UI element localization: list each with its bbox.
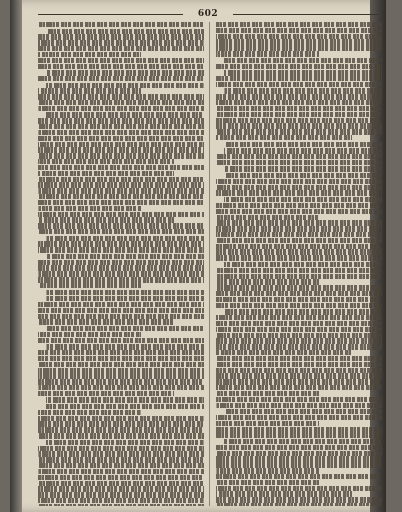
- text-line: [38, 421, 204, 426]
- text-line: [38, 106, 204, 111]
- text-line: [46, 112, 204, 117]
- text-line: [216, 303, 382, 308]
- text-line: [216, 215, 319, 220]
- text-line: [38, 457, 204, 462]
- text-line: [216, 474, 382, 479]
- text-line: [216, 226, 382, 231]
- text-line: [38, 350, 204, 355]
- text-columns: [38, 22, 382, 506]
- text-line: [38, 241, 204, 246]
- column-divider: [209, 22, 210, 506]
- text-line: [216, 391, 319, 396]
- text-line: [38, 118, 204, 123]
- text-line: [216, 344, 382, 349]
- text-line: [38, 427, 204, 432]
- text-line: [216, 468, 319, 473]
- text-line: [38, 481, 204, 486]
- text-line: [216, 327, 382, 332]
- text-line: [38, 463, 204, 468]
- text-line: [216, 106, 382, 111]
- text-line: [38, 194, 204, 199]
- text-line: [216, 338, 382, 343]
- text-line: [216, 118, 382, 123]
- text-line: [216, 22, 382, 27]
- text-line: [38, 142, 204, 147]
- text-line: [216, 356, 382, 361]
- text-line: [216, 185, 382, 190]
- page-header: [38, 8, 378, 20]
- text-line: [216, 385, 382, 390]
- text-line: [216, 249, 382, 254]
- text-line: [216, 209, 382, 214]
- text-line: [216, 154, 382, 159]
- text-line: [216, 368, 382, 373]
- text-line: [216, 397, 382, 402]
- text-line: [216, 255, 382, 260]
- text-line: [216, 491, 352, 496]
- text-line: [216, 45, 382, 50]
- text-line: [224, 439, 382, 444]
- text-line: [224, 148, 382, 153]
- text-line: [38, 88, 141, 93]
- text-line: [46, 83, 204, 88]
- text-line: [38, 433, 204, 438]
- text-line: [216, 135, 352, 140]
- text-line: [38, 338, 204, 343]
- text-line: [216, 123, 382, 128]
- text-line: [216, 203, 382, 208]
- text-line: [216, 100, 382, 105]
- text-line: [224, 58, 382, 63]
- text-line: [216, 232, 382, 237]
- text-line: [216, 129, 382, 134]
- text-line: [38, 247, 204, 252]
- newspaper-page: [10, 0, 386, 512]
- text-line: [216, 379, 382, 384]
- text-line: [216, 462, 382, 467]
- text-line: [216, 51, 319, 56]
- text-line: [38, 271, 204, 276]
- text-line: [38, 385, 204, 390]
- text-line: [216, 291, 382, 296]
- text-line: [38, 130, 204, 135]
- text-line: [216, 94, 382, 99]
- right-text-column: [216, 22, 382, 506]
- text-line: [38, 171, 174, 176]
- text-line: [38, 76, 204, 81]
- text-line: [46, 440, 204, 445]
- text-line: [216, 432, 382, 437]
- text-line: [38, 446, 204, 451]
- page-binding: [10, 0, 22, 512]
- text-line: [216, 76, 382, 81]
- text-line: [38, 40, 204, 45]
- text-line: [216, 274, 382, 279]
- text-line: [216, 28, 382, 33]
- text-line: [216, 445, 382, 450]
- text-line: [38, 498, 204, 503]
- text-line: [224, 173, 382, 178]
- header-rule-right: [233, 14, 378, 15]
- text-line: [216, 179, 382, 184]
- text-line: [46, 344, 204, 349]
- text-line: [38, 100, 204, 105]
- text-line: [38, 486, 204, 491]
- text-line: [216, 220, 382, 225]
- text-line: [46, 290, 204, 295]
- text-line: [38, 147, 204, 152]
- text-line: [216, 373, 382, 378]
- text-line: [216, 279, 319, 284]
- text-line: [38, 332, 141, 337]
- text-line: [38, 58, 204, 63]
- text-line: [216, 160, 382, 165]
- left-text-column: [38, 22, 204, 506]
- text-line: [38, 492, 204, 497]
- text-line: [216, 403, 382, 408]
- text-line: [38, 277, 204, 282]
- text-line: [38, 356, 204, 361]
- text-line: [46, 254, 204, 259]
- text-line: [46, 70, 204, 75]
- text-line: [46, 397, 204, 402]
- text-line: [224, 409, 382, 414]
- text-line: [216, 268, 382, 273]
- text-line: [38, 200, 204, 205]
- text-line: [38, 475, 204, 480]
- text-line: [216, 82, 382, 87]
- text-line: [224, 309, 382, 314]
- text-line: [38, 177, 204, 182]
- page-number: 602: [197, 9, 219, 19]
- text-line: [216, 503, 382, 506]
- text-line: [216, 315, 382, 320]
- text-line: [38, 451, 204, 456]
- text-line: [38, 362, 204, 367]
- text-line: [38, 229, 204, 234]
- text-line: [216, 34, 382, 39]
- text-line: [38, 64, 204, 69]
- text-line: [38, 314, 204, 319]
- text-line: [224, 197, 382, 202]
- text-line: [216, 297, 382, 302]
- text-line: [216, 451, 382, 456]
- text-line: [38, 46, 204, 51]
- text-line: [38, 212, 204, 217]
- text-line: [216, 350, 352, 355]
- text-line: [38, 217, 174, 222]
- text-line: [216, 39, 382, 44]
- text-line: [224, 88, 382, 93]
- text-line: [38, 22, 204, 27]
- text-line: [38, 159, 174, 164]
- text-line: [216, 112, 382, 117]
- text-line: [38, 260, 204, 265]
- text-line: [38, 52, 141, 57]
- text-line: [216, 456, 382, 461]
- text-line: [216, 362, 382, 367]
- text-line: [38, 94, 204, 99]
- text-line: [38, 410, 141, 415]
- text-line: [38, 206, 141, 211]
- text-line: [38, 379, 204, 384]
- text-line: [216, 486, 382, 491]
- text-line: [216, 480, 319, 485]
- text-line: [38, 223, 204, 228]
- text-line: [38, 416, 204, 421]
- text-line: [216, 321, 382, 326]
- text-line: [216, 421, 319, 426]
- text-line: [38, 34, 204, 39]
- text-line: [224, 262, 382, 267]
- text-line: [38, 283, 141, 288]
- text-line: [38, 319, 174, 324]
- text-line: [38, 504, 204, 506]
- text-line: [38, 469, 204, 474]
- text-line: [216, 333, 382, 338]
- text-line: [224, 142, 382, 147]
- text-line: [216, 238, 382, 243]
- text-line: [38, 136, 204, 141]
- text-line: [216, 427, 382, 432]
- text-line: [46, 404, 204, 409]
- text-line: [38, 188, 204, 193]
- text-line: [216, 64, 382, 69]
- text-line: [38, 308, 204, 313]
- text-line: [38, 368, 204, 373]
- text-line: [216, 497, 382, 502]
- text-line: [224, 166, 382, 171]
- text-line: [216, 244, 382, 249]
- text-line: [38, 373, 204, 378]
- text-line: [216, 190, 382, 195]
- text-line: [38, 124, 204, 129]
- text-line: [46, 326, 204, 331]
- text-line: [38, 165, 204, 170]
- text-line: [46, 296, 204, 301]
- text-line: [46, 236, 204, 241]
- text-line: [38, 265, 204, 270]
- text-line: [224, 70, 382, 75]
- text-line: [46, 29, 204, 34]
- text-line: [216, 415, 382, 420]
- text-line: [38, 182, 204, 187]
- text-line: [38, 153, 204, 158]
- text-line: [38, 302, 204, 307]
- text-line: [216, 285, 382, 290]
- text-line: [38, 391, 174, 396]
